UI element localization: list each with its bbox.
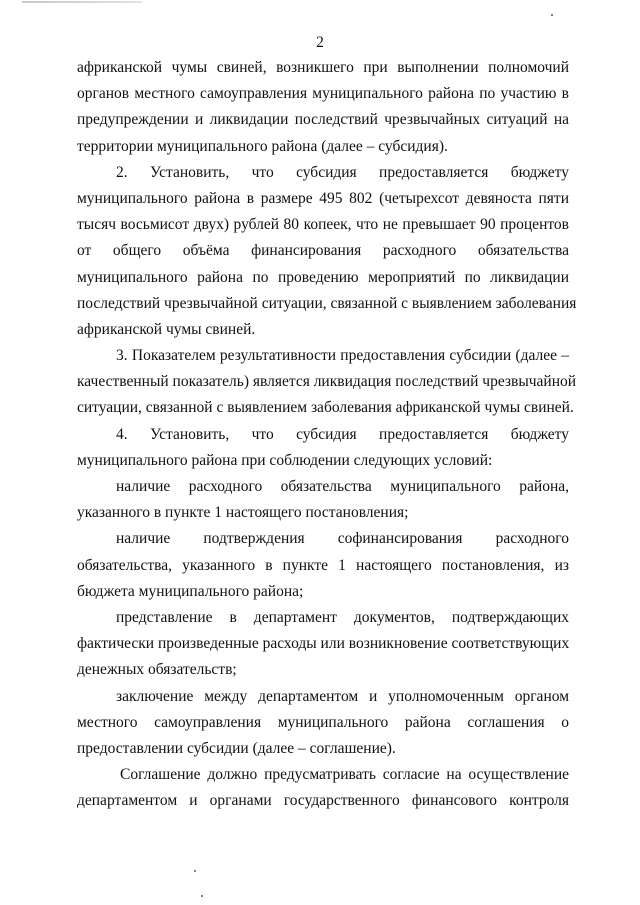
text-line: бюджета муниципального района; [77, 582, 304, 600]
text-line: от общего объёма финансирования расходного обязательства [77, 242, 569, 260]
scan-speck [201, 895, 203, 897]
text-line: качественный показатель) является ликвидация последствий чрезвычайной [77, 373, 577, 391]
text-line: муниципального района при соблюдении следующих условий: [77, 451, 493, 469]
text-line: 3. Показателем результативности предоставления субсидии (далее – [116, 347, 569, 365]
text-line: органов местного самоуправления муниципального района по участию в [77, 85, 569, 103]
text-line: территории муниципального района (далее – субсидия). [77, 137, 448, 155]
scan-speck [194, 870, 196, 872]
text-line: местного самоуправления муниципального района соглашения о [77, 713, 569, 731]
text-line: наличие подтверждения софинансирования расходного [116, 530, 569, 548]
text-line: муниципального района в размере 495 802 (четырехсот девяноста пяти [77, 189, 569, 207]
text-line: ситуации, связанной с выявлением заболевания африканской чумы свиней. [77, 399, 574, 417]
page-number: 2 [316, 34, 324, 51]
scan-artifact-line [22, 1, 142, 3]
scan-speck [551, 14, 553, 16]
text-line: департаментом и органами государственного финансового контроля [77, 792, 569, 810]
text-line: 4. Установить, что субсидия предоставляется бюджету [116, 425, 569, 443]
text-line: африканской чумы свиней. [77, 320, 256, 338]
text-line: наличие расходного обязательства муниципального района, [116, 478, 569, 495]
text-line: 2. Установить, что субсидия предоставляется бюджету [116, 163, 569, 181]
text-line: фактически произведенные расходы или возникновение соответствующих [77, 635, 570, 653]
text-line: указанного в пункте 1 настоящего постановления; [77, 504, 409, 522]
document-body [77, 55, 577, 814]
text-line: тысяч восьмисот двух) рублей 80 копеек, что не превышает 90 процентов [77, 216, 569, 234]
text-line: предупреждении и ликвидации последствий чрезвычайных ситуаций на [77, 111, 569, 129]
text-line: денежных обязательств; [77, 661, 237, 679]
text-line: обязательства, указанного в пункте 1 настоящего постановления, из [77, 556, 569, 574]
text-line: предоставлении субсидии (далее – соглашение). [77, 739, 396, 757]
text-line: Соглашение должно предусматривать согласие на осуществление [120, 766, 569, 784]
text-line: африканской чумы свиней, возникшего при выполнении полномочий [77, 59, 569, 76]
text-line: муниципального района по проведению мероприятий по ликвидации [77, 268, 569, 286]
text-line: заключение между департаментом и уполномоченным органом [116, 687, 569, 705]
text-line: представление в департамент документов, подтверждающих [116, 608, 569, 626]
text-line: последствий чрезвычайной ситуации, связанной с выявлением заболевания [77, 294, 577, 312]
